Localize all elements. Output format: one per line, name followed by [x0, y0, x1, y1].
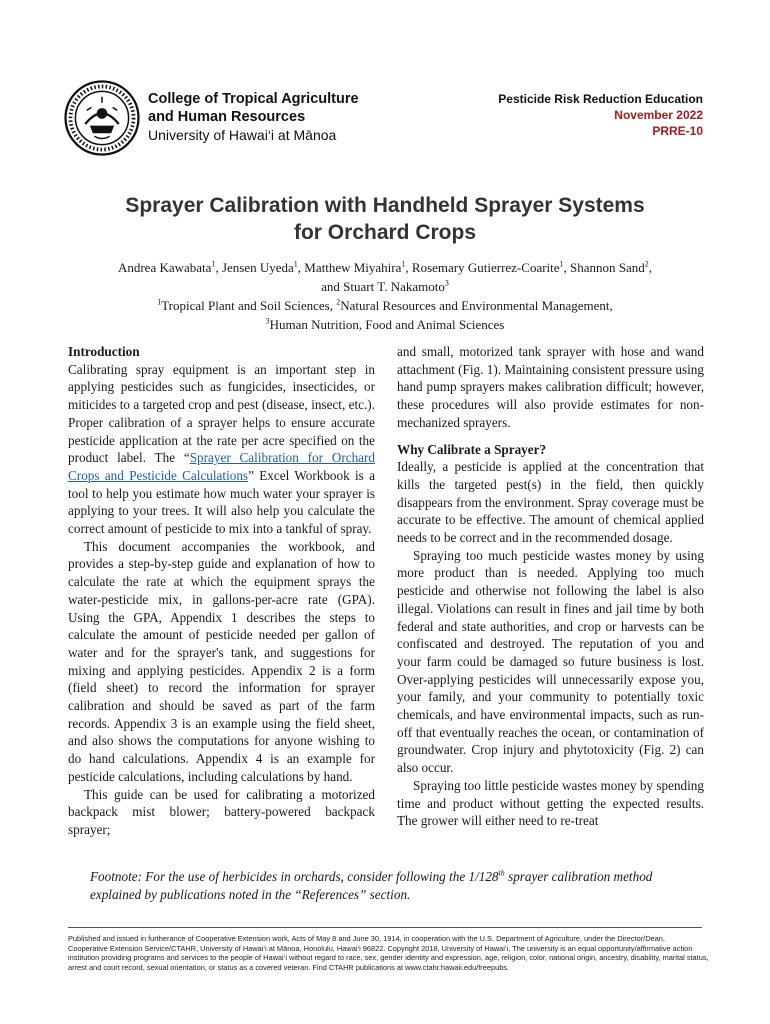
authors-block — [60, 258, 710, 334]
legal-line3: institution providing programs and services to the people of Hawai‘i without regard to race, sex, gender identity and expression, age, religion, color, national origin, ancestry, disability, marital status, — [68, 953, 709, 963]
university-name: University of Hawai‘i at Mānoa — [148, 127, 337, 143]
legal-line4: arrest and court record, sexual orientation, or status as a covered veteran. Find CTAHR publications at www.ctahr.hawaii.edu/freepubs. — [68, 962, 510, 972]
authors-line1: Andrea Kawabata$^1$, Jensen Uyeda$^1$, Matthew Miyahira$^1$, Rosemary Gutierrez-Coarite$^1$, Shannon Sand$^2$, — [117, 259, 653, 275]
title-line1: Sprayer Calibration with Handheld Sprayer Systems — [125, 194, 645, 217]
introduction-heading: Introduction — [68, 344, 140, 359]
footnote: Footnote: For the use of herbicides in orchards, consider following the 1/128th sprayer calibration method explained by publications noted in the “References” section. — [90, 868, 653, 902]
university-seal-logo — [64, 80, 140, 156]
right-paragraph-1: and small, motorized tank sprayer with hose and wand attachment (Fig. 1). Maintaining consistent pressure using hand pump sprayers makes calibration difficult; however, these procedures will also provide estimates for non-mechanized sprayers. — [397, 344, 704, 430]
college-name-line2: and Human Resources — [148, 109, 306, 125]
affiliations-line2: $^3$Human Nutrition, Food and Animal Sciences — [265, 316, 505, 332]
why-paragraph-3: Spraying too little pesticide wastes money by spending time and product without getting the expected results. The grower will either need to re-treat — [397, 777, 704, 829]
legal-line1: Published and issued in furtherance of Cooperative Extension work, Acts of May 8 and June 30, 1914, in cooperation with the U.S. Department of Agriculture, under the Director/Dean, — [68, 934, 665, 943]
publication-date: November 2022 — [614, 108, 703, 122]
document-title — [0, 192, 770, 246]
affiliations-line1: $^1$Tropical Plant and Soil Sciences, $^2$Natural Resources and Environmental Management, — [157, 297, 613, 313]
intro-paragraph-3: This guide can be used for calibrating a motorized backpack mist blower; battery-powered backpack sprayer; — [68, 786, 375, 837]
why-paragraph-2: Spraying too much pesticide wastes money by using more product than is needed. Applying too much pesticide and otherwise not following the label is also illegal. Violations can result in fines and jail time by both federal and state authorities, and crop or harvests can be confiscated and destroyed. The reputation of you and your farm could be damaged so future business is lost. Over-applying pesticides will unnecessarily expose you, your family, and your community to potentially toxic chemicals, and have environmental impacts, such as run-off that eventually reaches the ocean, or contamination of groundwater. Crop injury and phytotoxicity (Fig. 2) can also occur. — [397, 547, 704, 776]
right-column — [397, 343, 704, 830]
publication-code: PRRE-10 — [652, 124, 703, 138]
legal-notice — [68, 934, 709, 972]
intro-paragraph-2: This document accompanies the workbook, and provides a step-by-step guide and explanation of how to calculate the rate at which the equipment sprays the water-pesticide mix, in gallons-per-acre rate (GPA). Using the GPA, Appendix 1 describes the steps to calculate the amount of pesticide needed per gallon of water and for the sprayer's tank, and suggestions for mixing and applying pesticides. Appendix 2 is a form (field sheet) to record the information for sprayer calibration and should be saved as part of the farm records. Appendix 3 is an example using the field sheet, and also shows the computations for anyone wishing to do hand calculations. Appendix 4 is an example for pesticide calculations, including calculations by hand. — [68, 538, 375, 784]
left-column — [68, 343, 375, 839]
college-name-block — [148, 90, 359, 144]
legal-line2: Cooperative Extension Service/CTAHR, University of Hawai‘i at Mānoa, Honolulu, Hawai‘i 96822. Copyright 2018, University of Hawai‘i. The university is an equal opportunity/affirmative action — [68, 943, 693, 953]
why-calibrate-heading: Why Calibrate a Sprayer? — [397, 441, 547, 457]
footer-divider — [68, 927, 702, 928]
why-paragraph-1: Ideally, a pesticide is applied at the concentration that kills the targeted pest(s) in the field, then quickly disappears from the environment. Spray coverage must be accurate to be effective. The amount of chemical applied needs to be correct and in the recommended dosage. — [397, 459, 704, 546]
title-line2: for Orchard Crops — [293, 221, 477, 244]
college-name-line1: College of Tropical Agriculture — [148, 91, 359, 107]
authors-line2: and Stuart T. Nakamoto$^3$ — [321, 278, 449, 294]
series-title: Pesticide Risk Reduction Education — [498, 92, 703, 106]
series-info — [498, 91, 703, 139]
workbook-link[interactable]: Sprayer Calibration for Orchard Crops and Pesticide Calculations — [68, 450, 375, 483]
intro-paragraph-1: Calibrating spray equipment is an important step in applying pesticides such as fungicides, insecticides, or miticides to a targeted crop and pest (disease, insect, etc.). Proper calibration of a sprayer helps to ensure accurate pesticide application at the rate per acre specified on the product label. The “Sprayer Calibration for Orchard Crops and Pesticide Calculations” Excel Workbook is a tool to help you estimate how much water your sprayer is applying to your trees. It will also help you calculate the correct amount of pesticide to mix into a tankful of spray. — [68, 361, 375, 537]
